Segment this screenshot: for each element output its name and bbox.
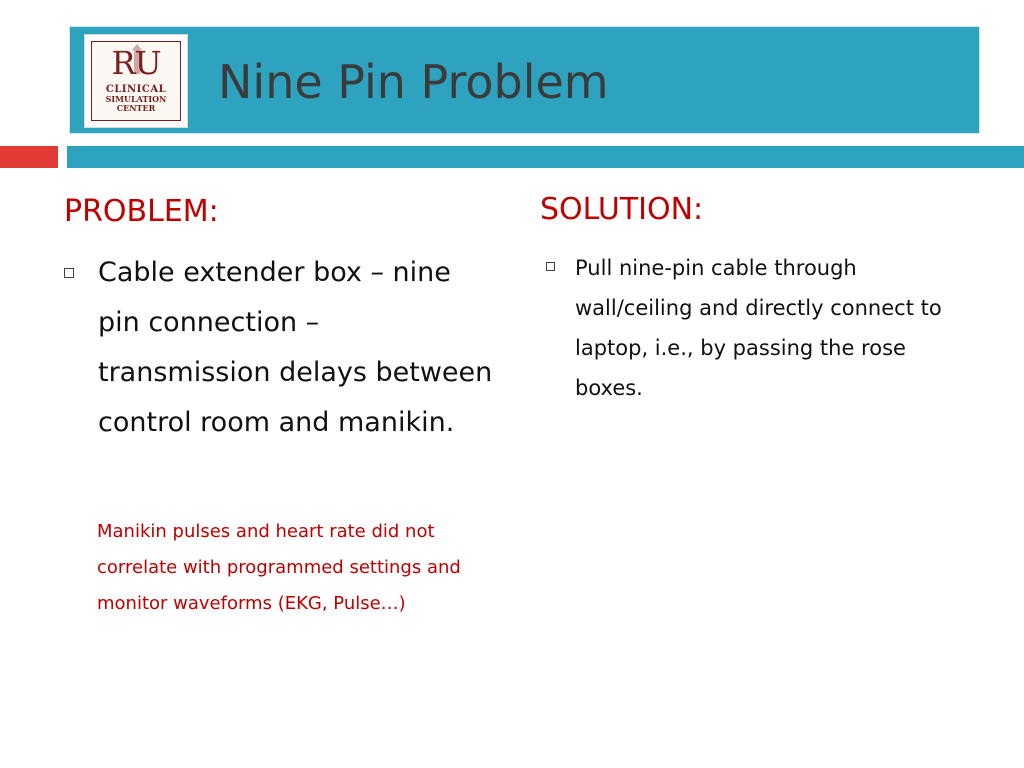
logo-line-clinical: CLINICAL bbox=[105, 84, 167, 95]
logo-line-simulation: SIMULATION bbox=[105, 94, 167, 104]
solution-bullet bbox=[546, 248, 966, 408]
problem-note: Manikin pulses and heart rate did not correlate with programmed settings and monitor waveforms (EKG, Pulse…) bbox=[97, 521, 461, 614]
slide-title: Nine Pin Problem bbox=[218, 55, 609, 109]
accent-bar-red bbox=[0, 146, 58, 168]
logo-monogram: RU bbox=[111, 44, 161, 82]
solution-heading: SOLUTION: bbox=[540, 192, 704, 227]
solution-bullet-text: Pull nine-pin cable through wall/ceiling and directly connect to laptop, i.e., by passing the rose boxes. bbox=[575, 256, 942, 400]
problem-bullet bbox=[64, 248, 504, 448]
problem-bullet-text: Cable extender box – nine pin connection – transmission delays between control room and manikin. bbox=[98, 257, 493, 438]
problem-heading: PROBLEM: bbox=[64, 194, 219, 229]
square-bullet-icon bbox=[546, 262, 555, 271]
logo-frame bbox=[91, 41, 181, 121]
accent-bar-blue bbox=[67, 146, 1024, 168]
logo-line-center: CENTER bbox=[116, 103, 156, 113]
square-bullet-icon bbox=[64, 268, 74, 278]
logo bbox=[84, 34, 188, 128]
